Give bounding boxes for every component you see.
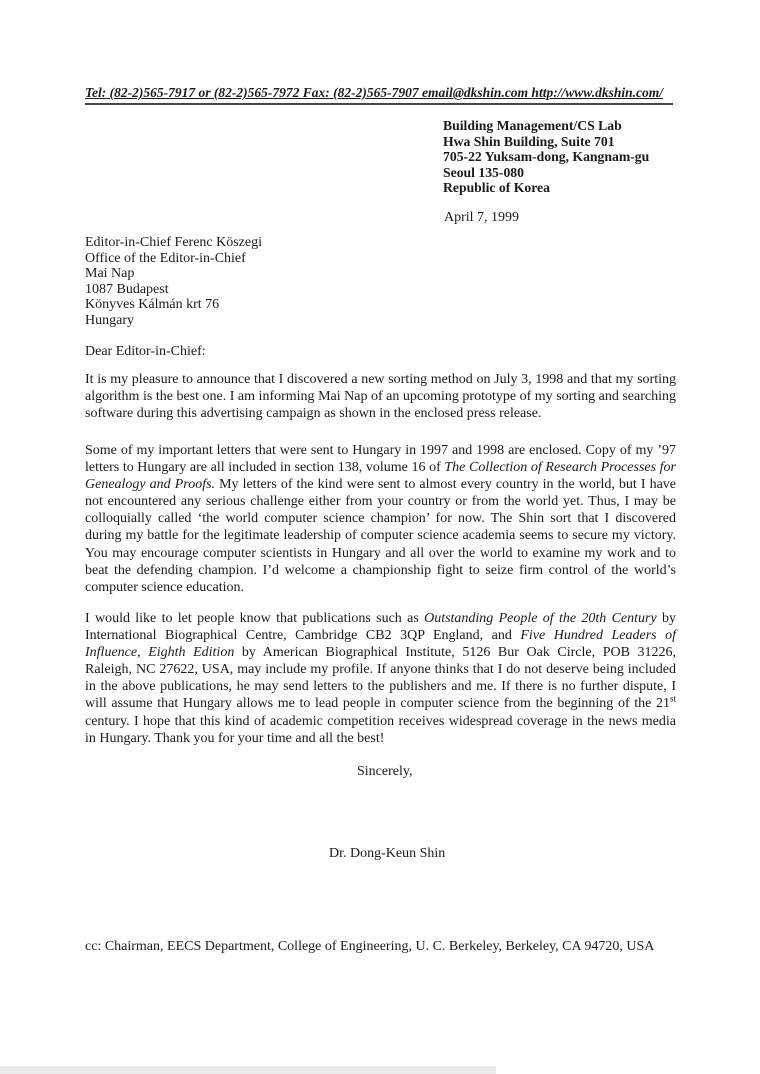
header-contact-text: Tel: (82-2)565-7917 or (82-2)565-7972 Fax: (82-2)565-7907 email@dkshin.com http://www.dkshin.com/ <box>85 85 663 100</box>
recipient-address-line: Editor-in-Chief Ferenc Köszegi <box>85 235 262 250</box>
recipient-address-line: Könyves Kálmán krt 76 <box>85 297 220 312</box>
sender-address-line: Hwa Shin Building, Suite 701 <box>443 133 615 149</box>
recipient-address-block <box>85 235 262 328</box>
cc-line: cc: Chairman, EECS Department, College of Engineering, U. C. Berkeley, Berkeley, CA 94720, USA <box>85 939 655 954</box>
sender-address-line: Building Management/CS Lab <box>443 118 622 133</box>
body-paragraph-2: Some of my important letters that were sent to Hungary in 1997 and 1998 are enclosed. Copy of my ’97 letters to Hungary are all included in section 138, volume 16 of The Collection of Research Processes for Genealogy and Proofs. My letters of the kind were sent to almost every country in the world, but I have not encountered any serious challenge either from your country or from the world yet. Thus, I may be colloquially called ‘the world computer science champion’ for now. The Shin sort that I discovered during my battle for the legitimate leadership of computer science academia seems to secure my victory. You may encourage computer scientists in Hungary and all over the world to examine my work and to beat the defending champion. I’d welcome a championship fight to seize firm control of the world’s computer science education. <box>85 443 677 595</box>
sender-address-line: 705-22 Yuksam-dong, Kangnam-gu <box>443 149 650 165</box>
recipient-address-line: Hungary <box>85 312 134 328</box>
body-paragraph-1: It is my pleasure to announce that I discovered a new sorting method on July 3, 1998 and that my sorting algorithm is the best one. I am informing Mai Nap of an upcoming prototype of my sorting and searching software during this advertising campaign as shown in the enclosed press release. <box>85 372 676 422</box>
scan-edge-artifact <box>0 1066 496 1074</box>
body-paragraph-3: I would like to let people know that publications such as Outstanding People of the 20th Century by International Biographical Centre, Cambridge CB2 3QP England, and Five Hundred Leaders of Influence, Eighth Edition by American Biographical Institute, 5126 Bur Oak Circle, POB 31226, Raleigh, NC 27622, USA, may include my profile. If anyone thinks that I do not deserve being included in the above publications, he may send letters to the publishers and me. If there is no further dispute, I will assume that Hungary allows me to lead people in computer science from the beginning of the 21st century. I hope that this kind of academic competition receives widespread coverage in the news media in Hungary. Thank you for your time and all the best! <box>85 611 677 746</box>
recipient-address-line: Office of the Editor-in-Chief <box>85 250 246 266</box>
recipient-address-line: 1087 Budapest <box>85 281 169 297</box>
closing: Sincerely, <box>357 764 413 779</box>
sender-address-block <box>443 118 649 196</box>
header-contact-line <box>85 84 673 105</box>
sender-address-line: Seoul 135-080 <box>443 164 524 180</box>
salutation: Dear Editor-in-Chief: <box>85 344 206 359</box>
sender-address-line: Republic of Korea <box>443 180 550 196</box>
signature-name: Dr. Dong-Keun Shin <box>329 846 446 861</box>
recipient-address-line: Mai Nap <box>85 266 135 281</box>
letter-date: April 7, 1999 <box>444 210 520 225</box>
